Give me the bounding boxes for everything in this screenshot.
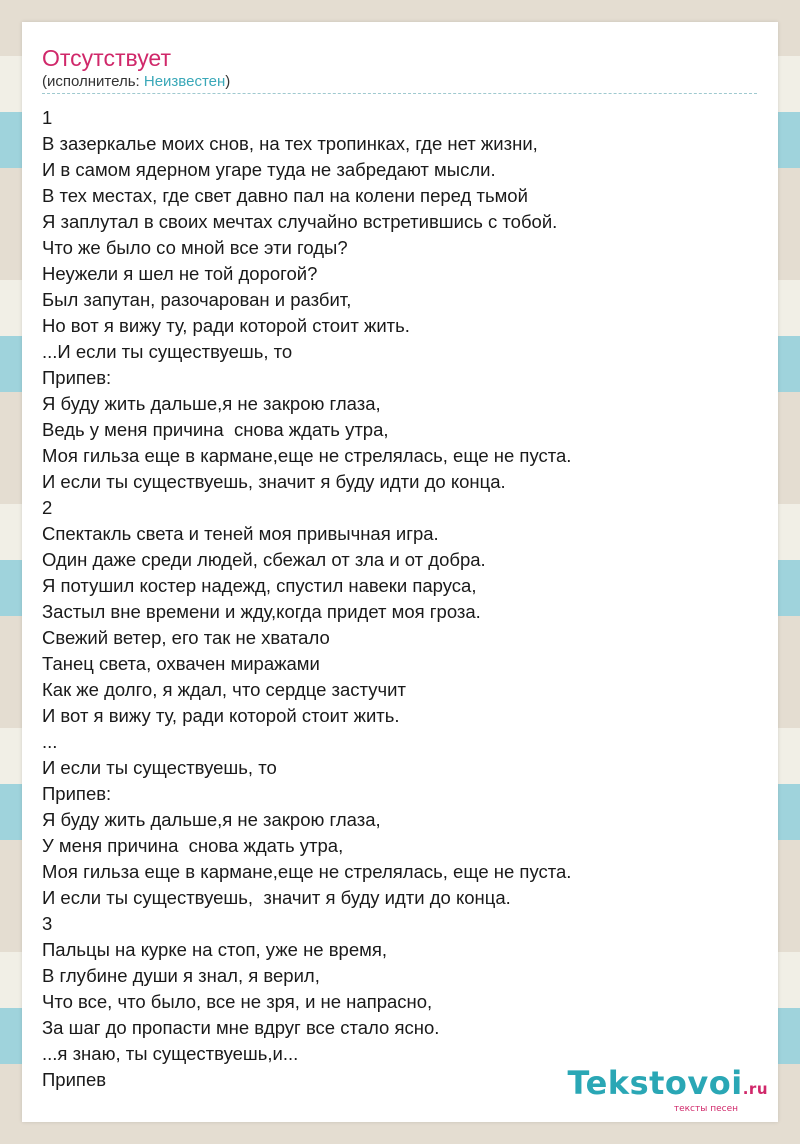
lyric-line: Припев: <box>42 367 112 388</box>
lyric-line: Был запутан, разочарован и разбит, <box>42 289 352 310</box>
lyric-line: Один даже среди людей, сбежал от зла и от добра. <box>42 549 486 570</box>
lyric-line: И если ты существуешь, значит я буду идти до конца. <box>42 887 511 908</box>
lyric-line: Припев: <box>42 783 112 804</box>
lyric-line: 1 <box>42 107 53 128</box>
lyric-line: ...я знаю, ты существуешь,и... <box>42 1043 299 1064</box>
lyric-line: Моя гильза еще в кармане,еще не стрелялась, еще не пуста. <box>42 861 572 882</box>
lyric-line: И если ты существуешь, то <box>42 757 277 778</box>
lyric-line: Как же долго, я ждал, что сердце застучит <box>42 679 406 700</box>
lyric-line: Спектакль света и теней моя привычная игра. <box>42 523 439 544</box>
lyric-line: ...И если ты существуешь, то <box>42 341 293 362</box>
lyric-line: Что все, что было, все не зря, и не напрасно, <box>42 991 433 1012</box>
lyric-line: В глубине души я знал, я верил, <box>42 965 320 986</box>
lyric-line: 3 <box>42 913 53 934</box>
performer-suffix: ) <box>225 73 231 90</box>
logo-tagline: тексты песен <box>673 1104 738 1114</box>
lyric-line: Застыл вне времени и жду,когда придет моя гроза. <box>42 601 481 622</box>
logo-tld: .ru <box>742 1080 768 1098</box>
performer-line <box>42 72 230 92</box>
lyric-line: Я буду жить дальше,я не закрою глаза, <box>42 809 381 830</box>
lyrics-text <box>42 105 762 1093</box>
lyric-line: За шаг до пропасти мне вдруг все стало ясно. <box>42 1017 440 1038</box>
song-title: Отсутствует <box>42 45 171 71</box>
lyric-line: ... <box>42 731 58 752</box>
site-logo[interactable] <box>568 1066 768 1114</box>
lyric-line: В зазеркалье моих снов, на тех тропинках, где нет жизни, <box>42 133 538 154</box>
logo-name: Tekstovoi <box>567 1064 743 1102</box>
lyrics-sheet <box>22 22 778 1122</box>
lyric-line: В тех местах, где свет давно пал на колени перед тьмой <box>42 185 528 206</box>
lyric-line: Моя гильза еще в кармане,еще не стрелялась, еще не пуста. <box>42 445 572 466</box>
lyric-line: 2 <box>42 497 53 518</box>
lyric-line: Ведь у меня причина снова ждать утра, <box>42 419 389 440</box>
performer-prefix: (исполнитель: <box>42 73 144 90</box>
logo-wordmark <box>568 1066 768 1106</box>
lyric-line: Я буду жить дальше,я не закрою глаза, <box>42 393 381 414</box>
lyric-line: Танец света, охвачен миражами <box>42 653 320 674</box>
lyric-line: Свежий ветер, его так не хватало <box>42 627 330 648</box>
lyric-line: Я заплутал в своих мечтах случайно встретившись с тобой. <box>42 211 558 232</box>
lyric-line: Неужели я шел не той дорогой? <box>42 263 318 284</box>
lyric-line: И вот я вижу ту, ради которой стоит жить. <box>42 705 400 726</box>
lyric-line: Но вот я вижу ту, ради которой стоит жить. <box>42 315 410 336</box>
artist-link[interactable]: Неизвестен <box>143 73 226 90</box>
lyric-line: У меня причина снова ждать утра, <box>42 835 344 856</box>
lyric-line: И в самом ядерном угаре туда не забредают мысли. <box>42 159 496 180</box>
lyric-line: Пальцы на курке на стоп, уже не время, <box>42 939 387 960</box>
divider <box>42 93 757 94</box>
lyric-line: И если ты существуешь, значит я буду идти до конца. <box>42 471 506 492</box>
lyric-line: Припев <box>42 1069 107 1090</box>
lyric-line: Я потушил костер надежд, спустил навеки паруса, <box>42 575 477 596</box>
lyric-line: Что же было со мной все эти годы? <box>42 237 348 258</box>
